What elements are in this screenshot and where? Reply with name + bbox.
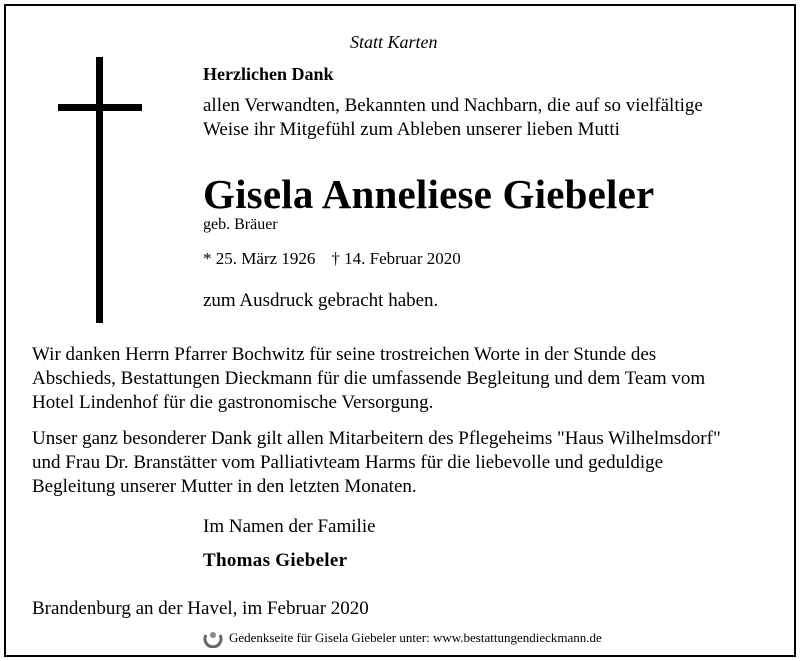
- memorial-link[interactable]: Gedenkseite für Gisela Giebeler unter: www.bestattungendieckmann.de: [229, 630, 602, 645]
- cross-icon-horizontal: [58, 104, 142, 111]
- paragraph-line: Wir danken Herrn Pfarrer Bochwitz für seine trostreichen Worte in der Stunde des: [32, 344, 657, 365]
- maiden-name: geb. Bräuer: [203, 216, 278, 233]
- paragraph-line: und Frau Dr. Branstätter vom Palliativteam Harms für die liebevolle und geduldige: [32, 452, 664, 473]
- deceased-name: Gisela Anneliese Giebeler: [203, 171, 655, 217]
- paragraph-line: Abschieds, Bestattungen Dieckmann für die umfassende Begleitung und dem Team vom: [32, 368, 706, 389]
- death-date: † 14. Februar 2020: [331, 249, 461, 268]
- intro-line: allen Verwandten, Bekannten und Nachbarn, die auf so vielfältige: [203, 95, 703, 116]
- intro-text: [203, 94, 703, 142]
- paragraph-line: Hotel Lindenhof für die gastronomische Versorgung.: [32, 392, 434, 413]
- thanks-paragraph: [32, 343, 705, 415]
- cross-icon-vertical: [96, 57, 103, 323]
- place-date: Brandenburg an der Havel, im Februar 2020: [32, 598, 369, 619]
- life-dates: [203, 249, 461, 269]
- thanks-paragraph: [32, 427, 721, 499]
- signer-name: Thomas Giebeler: [203, 550, 348, 571]
- thanks-heading: Herzlichen Dank: [203, 64, 334, 84]
- memorial-logo-icon: [202, 626, 224, 648]
- paragraph-line: Begleitung unserer Mutter in den letzten Monaten.: [32, 476, 417, 497]
- on-behalf-text: Im Namen der Familie: [203, 516, 376, 537]
- statt-karten: Statt Karten: [350, 32, 438, 52]
- ausdruck-text: zum Ausdruck gebracht haben.: [203, 290, 439, 311]
- birth-date: * 25. März 1926: [203, 249, 316, 268]
- paragraph-line: Unser ganz besonderer Dank gilt allen Mitarbeitern des Pflegeheims "Haus Wilhelmsdorf": [32, 428, 721, 449]
- intro-line: Weise ihr Mitgefühl zum Ableben unserer lieben Mutti: [203, 119, 620, 140]
